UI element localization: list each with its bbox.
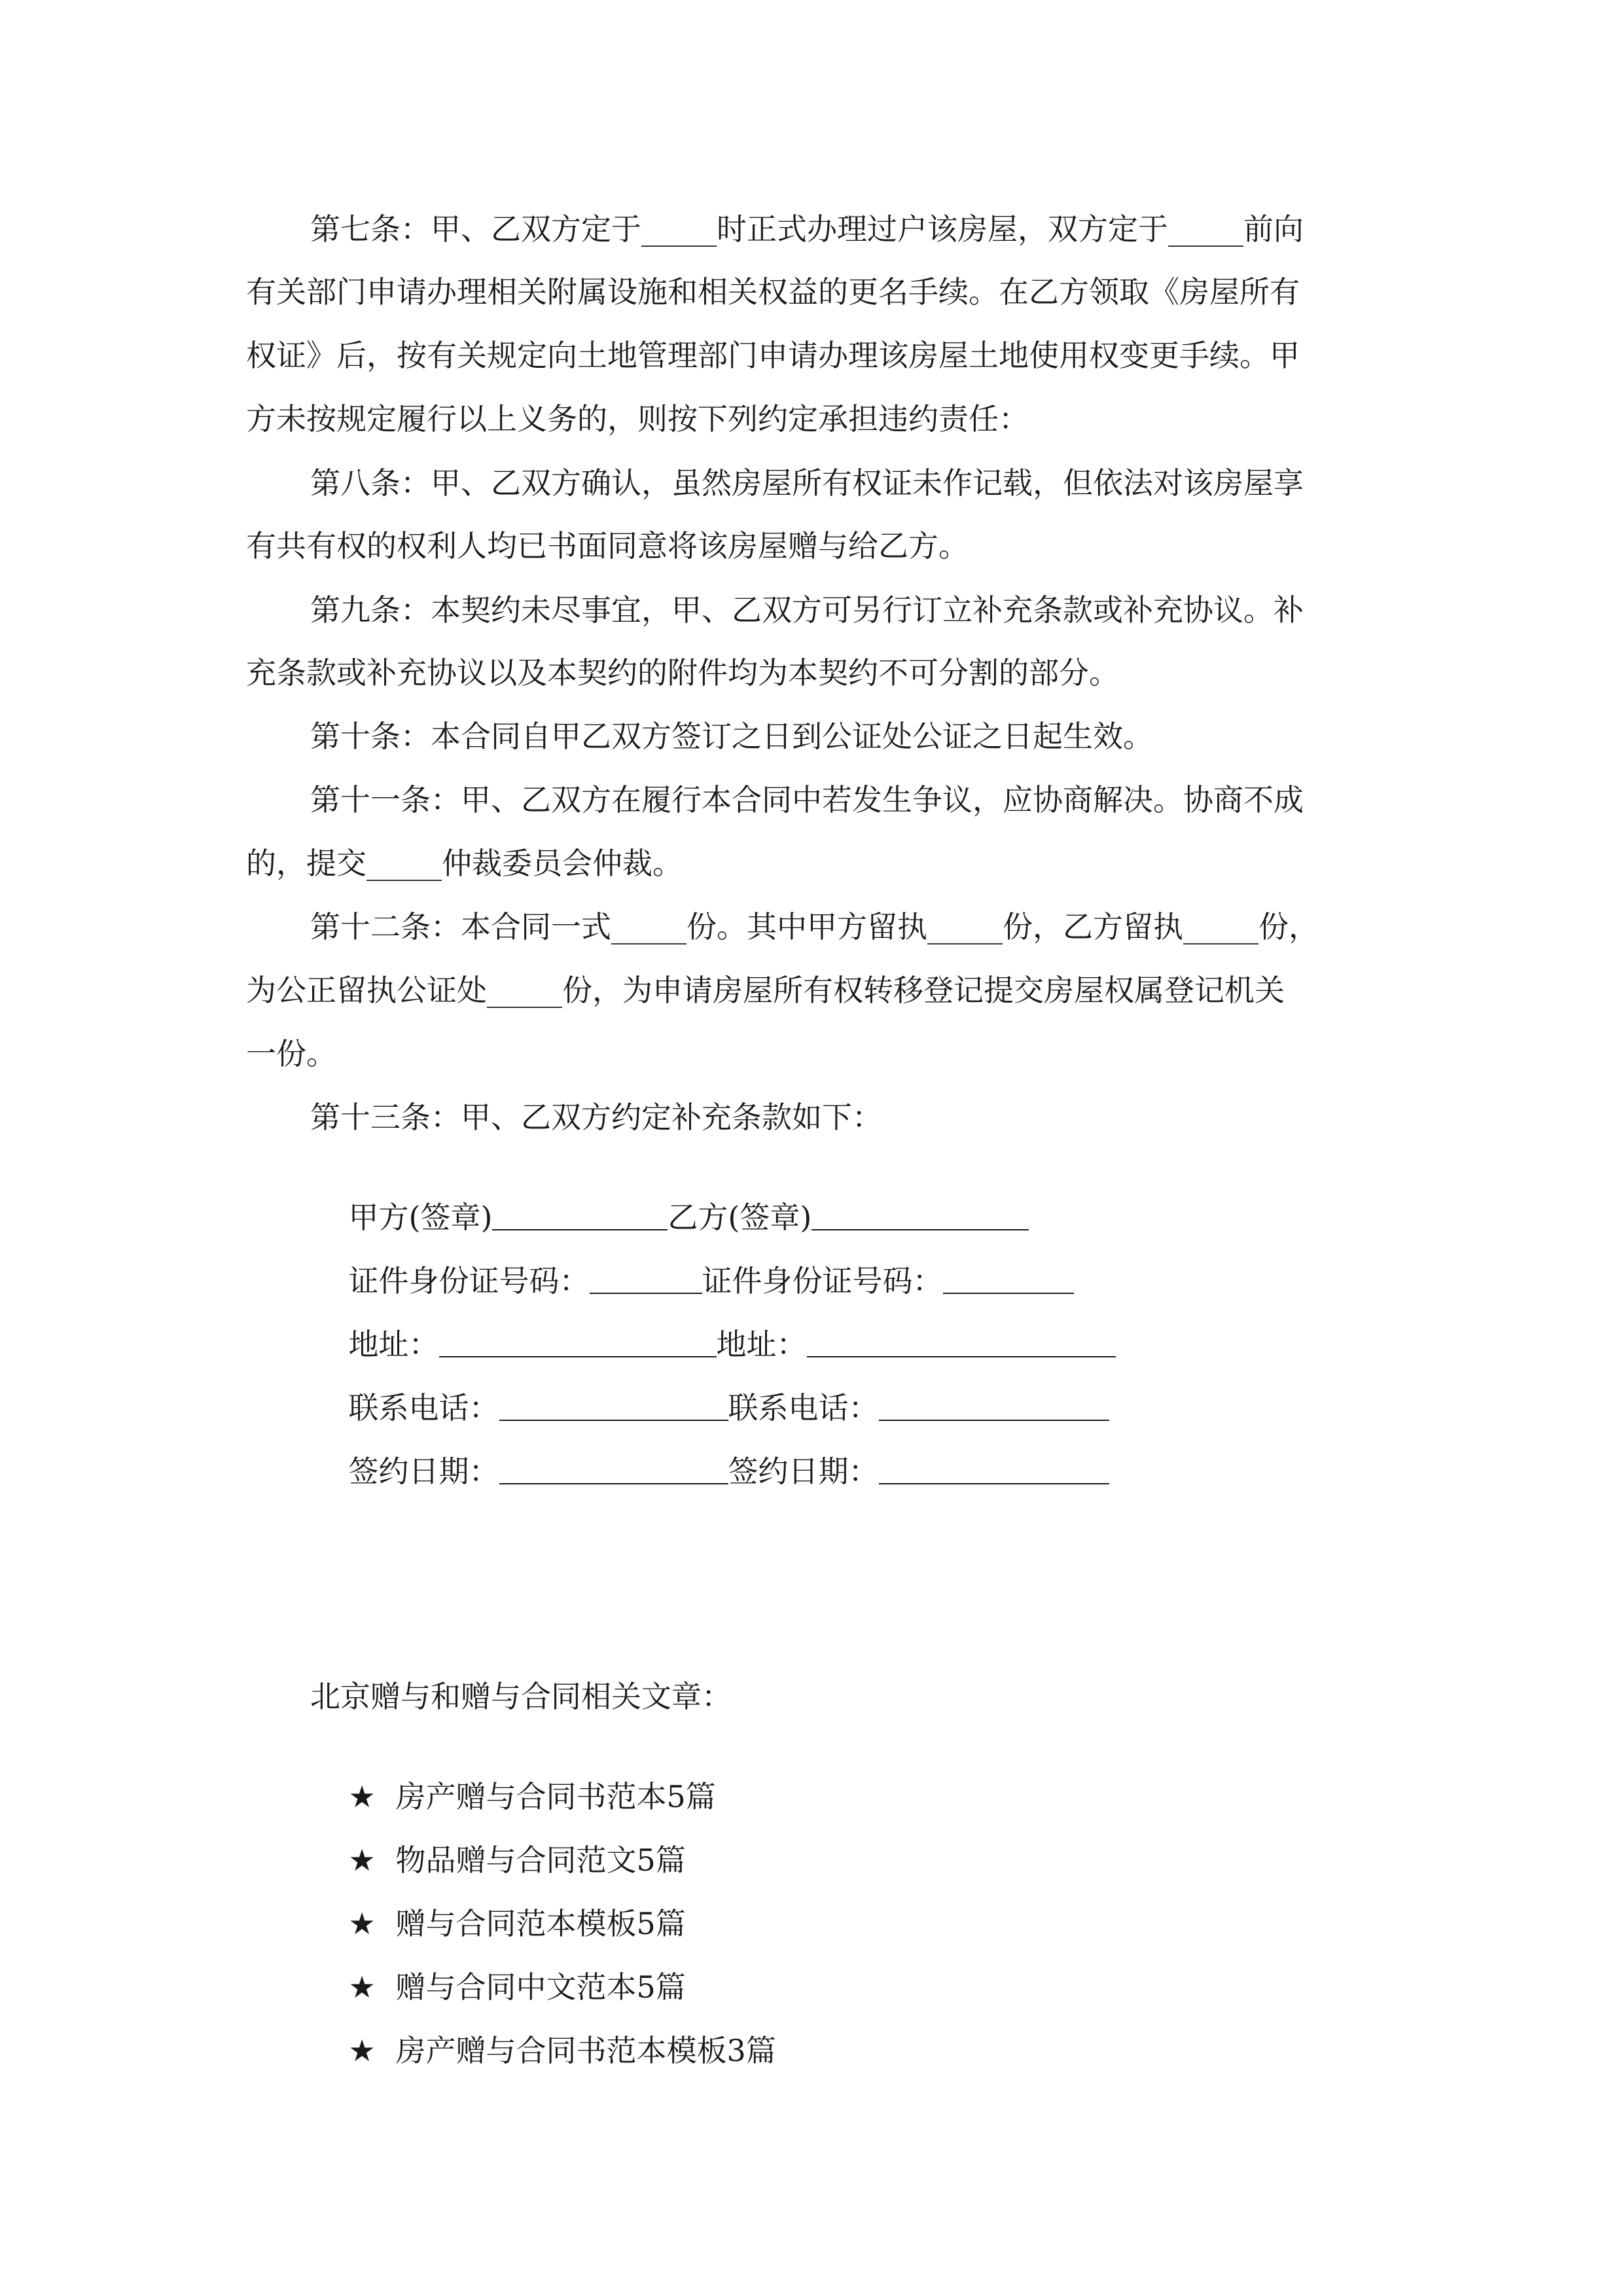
- article-7-line-3: 权证》后，按有关规定向土地管理部门申请办理该房屋土地使用权变更手续。甲: [246, 338, 1300, 373]
- related-link-label: 房产赠与合同书范本5篇: [395, 1779, 716, 1814]
- related-link-label: 赠与合同中文范本5篇: [395, 1969, 686, 2005]
- party-b-address-label: 地址：: [716, 1327, 807, 1362]
- signature-row-date: [310, 1416, 1109, 1526]
- article-10-line-1: 第十条：本合同自甲乙双方签订之日到公证处公证之日起生效。: [310, 719, 1153, 754]
- article-12-line-3: 一份。: [246, 1036, 336, 1071]
- article-8-line-2: 有共有权的权利人均已书面同意将该房屋赠与给乙方。: [246, 528, 969, 564]
- party-a-phone-label: 联系电话：: [348, 1390, 499, 1426]
- star-icon: ★: [348, 1842, 376, 1878]
- star-icon: ★: [348, 1969, 376, 2005]
- related-link-label: 物品赠与合同范文5篇: [395, 1842, 686, 1878]
- article-11-line-2: 的，提交_____仲裁委员会仲裁。: [246, 846, 683, 881]
- star-icon: ★: [348, 2033, 376, 2068]
- related-heading: 北京赠与和赠与合同相关文章：: [310, 1679, 732, 1714]
- party-a-sign-label: 甲方(签章): [348, 1200, 493, 1235]
- party-a-address-label: 地址：: [348, 1327, 439, 1362]
- article-8-line-1: 第八条：甲、乙双方确认，虽然房屋所有权证未作记载，但依法对该房屋享: [310, 465, 1304, 501]
- related-link-label: 赠与合同范本模板5篇: [395, 1906, 686, 1941]
- related-link[interactable]: [310, 1996, 1442, 2106]
- star-icon: ★: [348, 1906, 376, 1941]
- party-b-date-line: [879, 1454, 1109, 1484]
- party-a-id-label: 证件身份证号码：: [348, 1263, 590, 1299]
- article-7-line-4: 方未按规定履行以上义务的，则按下列约定承担违约责任：: [246, 401, 1029, 437]
- article-13-line-1: 第十三条：甲、乙双方约定补充条款如下：: [310, 1100, 882, 1135]
- article-7-line-2: 有关部门申请办理相关附属设施和相关权益的更名手续。在乙方领取《房屋所有: [246, 274, 1300, 310]
- party-b-phone-label: 联系电话：: [728, 1390, 879, 1426]
- article-12-line-1: 第十二条：本合同一式_____份。其中甲方留执_____份，乙方留执_____份，: [310, 909, 1319, 944]
- party-b-sign-label: 乙方(签章): [668, 1200, 812, 1235]
- star-icon: ★: [348, 1779, 376, 1814]
- article-7-line-1: 第七条：甲、乙双方定于_____时正式办理过户该房屋，双方定于_____前向: [310, 211, 1304, 247]
- party-a-date-line: [499, 1454, 728, 1484]
- party-b-id-label: 证件身份证号码：: [702, 1263, 943, 1299]
- party-a-date-label: 签约日期：: [348, 1454, 499, 1489]
- article-12-line-2: 为公正留执公证处_____份，为申请房屋所有权转移登记提交房屋权属登记机关: [246, 973, 1285, 1008]
- related-link-label: 房产赠与合同书范本模板3篇: [395, 2033, 776, 2068]
- article-9-line-2: 充条款或补充协议以及本契约的附件均为本契约不可分割的部分。: [246, 655, 1119, 691]
- article-9-line-1: 第九条：本契约未尽事宜，甲、乙双方可另行订立补充条款或补充协议。补: [310, 592, 1304, 628]
- article-11-line-1: 第十一条：甲、乙双方在履行本合同中若发生争议，应协商解决。协商不成: [310, 782, 1304, 817]
- party-b-date-label: 签约日期：: [728, 1454, 879, 1489]
